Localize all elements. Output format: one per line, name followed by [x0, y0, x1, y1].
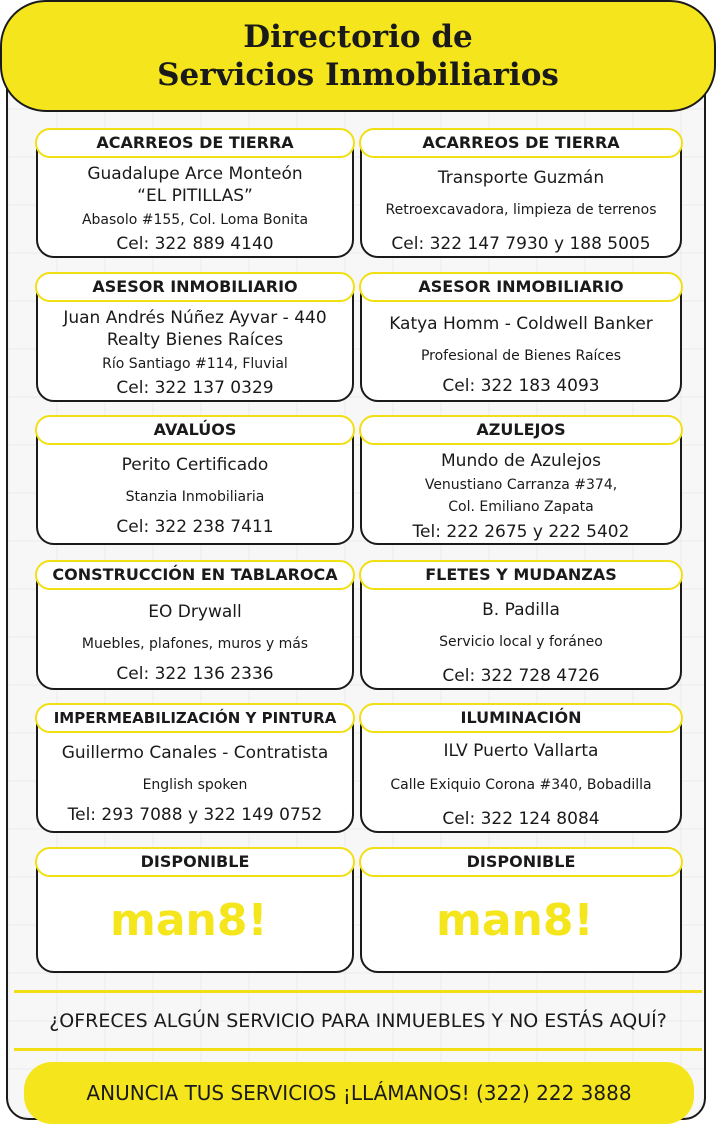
- card-detail: Abasolo #155, Col. Loma Bonita: [81, 212, 309, 228]
- card-category: DISPONIBLE: [35, 847, 355, 877]
- card-category: ACARREOS DE TIERRA: [359, 128, 683, 158]
- card-phone[interactable]: Tel: 293 7088 y 322 149 0752: [67, 805, 323, 825]
- card-category: ILUMINACIÓN: [359, 703, 683, 733]
- card-phone[interactable]: Cel: 322 124 8084: [442, 809, 600, 829]
- service-card-acarreos-1[interactable]: [36, 128, 354, 258]
- card-category: AVALÚOS: [35, 415, 355, 445]
- card-category: CONSTRUCCIÓN EN TABLAROCA: [35, 560, 355, 590]
- card-category: ASESOR INMOBILIARIO: [35, 272, 355, 302]
- card-name: Juan Andrés Núñez Ayvar - 440: [63, 308, 327, 328]
- card-name: EO Drywall: [148, 602, 242, 622]
- service-card-iluminacion[interactable]: [360, 703, 682, 833]
- service-card-asesor-1[interactable]: [36, 272, 354, 402]
- man8-logo-icon: [110, 897, 280, 941]
- man8-logo-icon: [436, 897, 606, 941]
- card-detail: Muebles, plafones, muros y más: [81, 636, 309, 652]
- header-title-line2: Servicios Inmobiliarios: [157, 57, 559, 93]
- card-category: ASESOR INMOBILIARIO: [359, 272, 683, 302]
- service-card-asesor-2[interactable]: [360, 272, 682, 402]
- card-name: Guillermo Canales - Contratista: [61, 743, 329, 763]
- card-detail: Venustiano Carranza #374,: [424, 477, 618, 493]
- card-phone[interactable]: Cel: 322 238 7411: [116, 517, 274, 537]
- card-detail: Río Santiago #114, Fluvial: [102, 356, 288, 372]
- card-name: B. Padilla: [482, 600, 560, 620]
- card-detail: Servicio local y foráneo: [439, 634, 603, 650]
- logo-text: man8!: [110, 897, 268, 941]
- card-name-line2: Realty Bienes Raíces: [106, 330, 284, 350]
- card-detail: Stanzia Inmobiliaria: [125, 489, 265, 505]
- card-detail: English spoken: [142, 777, 248, 793]
- service-card-disponible-2[interactable]: [360, 847, 682, 973]
- card-phone[interactable]: Cel: 322 137 0329: [116, 378, 274, 398]
- logo-text: man8!: [436, 897, 594, 941]
- card-name: Katya Homm - Coldwell Banker: [389, 314, 653, 334]
- card-phone[interactable]: Cel: 322 183 4093: [442, 376, 600, 396]
- card-category: FLETES Y MUDANZAS: [359, 560, 683, 590]
- card-category: DISPONIBLE: [359, 847, 683, 877]
- card-phone[interactable]: Cel: 322 889 4140: [116, 234, 274, 254]
- card-detail: Retroexcavadora, limpieza de terrenos: [385, 202, 657, 218]
- service-card-fletes[interactable]: [360, 560, 682, 690]
- card-category: IMPERMEABILIZACIÓN Y PINTURA: [35, 703, 355, 733]
- service-card-tablaroca[interactable]: [36, 560, 354, 690]
- card-category: AZULEJOS: [359, 415, 683, 445]
- service-card-disponible-1[interactable]: [36, 847, 354, 973]
- card-name: ILV Puerto Vallarta: [443, 741, 599, 761]
- service-card-azulejos[interactable]: [360, 415, 682, 545]
- card-name: Guadalupe Arce Monteón: [87, 164, 303, 184]
- card-category: ACARREOS DE TIERRA: [35, 128, 355, 158]
- card-name: Perito Certificado: [121, 455, 269, 475]
- card-name-line2: “EL PITILLAS”: [137, 186, 253, 206]
- service-card-avaluos[interactable]: [36, 415, 354, 545]
- card-detail-line2: Col. Emiliano Zapata: [448, 499, 594, 515]
- card-name: Transporte Guzmán: [437, 168, 605, 188]
- header-title-line1: Directorio de: [243, 19, 473, 55]
- card-detail: Calle Exiquio Corona #340, Bobadilla: [390, 777, 652, 793]
- card-phone[interactable]: Tel: 222 2675 y 222 5402: [412, 522, 630, 542]
- call-to-action-banner[interactable]: ANUNCIA TUS SERVICIOS ¡LLÁMANOS! (322) 222 3888: [24, 1062, 694, 1124]
- divider-bottom: [14, 1048, 702, 1051]
- card-phone[interactable]: Cel: 322 728 4726: [442, 666, 600, 686]
- divider-top: [14, 990, 702, 993]
- service-card-impermeabilizacion[interactable]: [36, 703, 354, 833]
- card-name: Mundo de Azulejos: [441, 451, 601, 471]
- directory-header: [0, 0, 716, 112]
- card-phone[interactable]: Cel: 322 136 2336: [116, 664, 274, 684]
- question-text: ¿OFRECES ALGÚN SERVICIO PARA INMUEBLES Y NO ESTÁS AQUÍ?: [49, 1010, 667, 1032]
- card-detail: Profesional de Bienes Raíces: [420, 348, 622, 364]
- service-card-acarreos-2[interactable]: [360, 128, 682, 258]
- card-phone[interactable]: Cel: 322 147 7930 y 188 5005: [391, 234, 651, 254]
